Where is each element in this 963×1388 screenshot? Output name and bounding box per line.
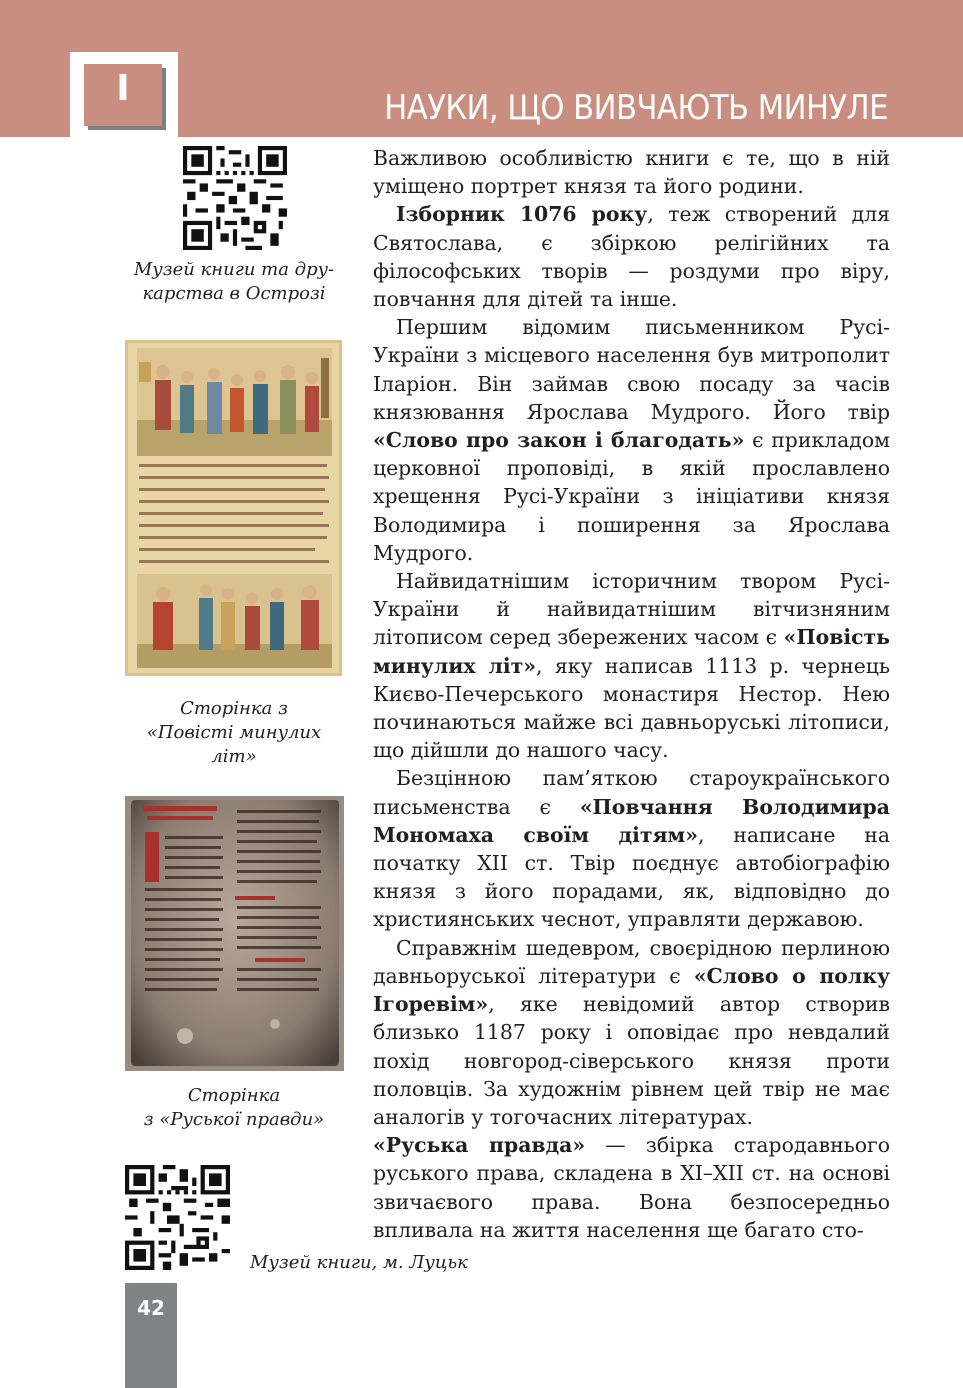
bold-term: «Повчання Володимира Мономаха своїм дітям» — [373, 794, 890, 847]
caption-line: карства в Острозі — [142, 283, 326, 304]
bold-term: «Повість минулих літ» — [373, 625, 890, 678]
image1-caption — [118, 697, 350, 769]
paragraph — [373, 1131, 890, 1244]
caption-line: з «Руської правди» — [143, 1109, 325, 1130]
bold-term: «Слово о полку Ігоревім» — [373, 963, 890, 1017]
paragraph-text: Важливою особливістю книги є те, що в ній уміщено портрет князя та його родини. — [373, 146, 890, 199]
caption-line: Сторінка — [187, 1085, 281, 1106]
page-number-tab — [125, 1283, 177, 1388]
qr-code-museum-ostroh[interactable] — [183, 146, 287, 250]
qr-code-icon — [125, 1165, 230, 1270]
page-number: 42 — [137, 1296, 165, 1320]
chapter-header-band — [0, 0, 963, 137]
chapter-number-badge — [84, 64, 162, 126]
caption-line: Музей книги та дру- — [133, 259, 335, 280]
paragraph — [373, 313, 890, 567]
ruska-pravda-page-image — [125, 796, 344, 1071]
paragraph-text: , написане на початку XII ст. Твір поєднує автобіографію князя з його порадами, як, відповідно до християнських чеснот, управляти державою. — [373, 822, 890, 932]
paragraph — [373, 764, 890, 933]
chapter-title: НАУКИ, ЩО ВИВЧАЮТЬ МИНУЛЕ — [384, 88, 888, 128]
caption-line: «Повісті минулих — [146, 722, 322, 743]
caption-line: Сторінка з — [180, 698, 288, 719]
paragraph-text: , яке невідомий автор створив близько 1187 року і оповідає про невдалий похід новгород-сіверського князя проти половців. За художнім рівнем цей твір не має аналогів у тогочасних літературах. — [373, 992, 890, 1129]
paragraph — [373, 934, 890, 1131]
bold-term: «Слово про закон і благодать» — [373, 428, 745, 453]
qr-code-icon — [183, 146, 287, 250]
paragraph-text: Безцінною пам’яткою староукраїнського письменства є — [373, 766, 890, 819]
qr2-caption: Музей книги, м. Луцьк — [250, 1252, 468, 1273]
paragraph-text: Першим відомим письменником Русі-України з місцевого населення був митрополит Іларіон. Він займав свою посаду за часів князювання Ярослава Мудрого. Його твір — [373, 315, 890, 424]
paragraph-text: є прикладом церковної проповіді, в якій прославлено хрещення Русі-України з ініціативи князя Володимира і поширення за Ярослава Мудрого. — [373, 428, 890, 565]
bold-term: «Руська правда» — [373, 1133, 586, 1158]
paragraph-text: Найвидатнішим історичним твором Русі-України й найвидатнішим вітчизняним літописом серед збережених часом є — [373, 569, 890, 650]
chapter-number-box — [70, 52, 178, 138]
paragraph-text: , теж створений для Святослава, є збіркою релігійних та філософських творів — роздуми про віру, повчання для дітей та інше. — [373, 202, 890, 312]
paragraph-text: — збірка стародавнього руського права, складена в XI–XII ст. на основі звичаєвого права. Вона безпосередньо впливала на життя населення ще багато сто- — [373, 1133, 891, 1242]
caption-line: літ» — [211, 746, 257, 767]
image2-caption — [118, 1084, 350, 1132]
chronicle-page-image — [125, 340, 342, 676]
paragraph — [373, 200, 890, 313]
bold-term: Ізборник 1076 року — [396, 202, 648, 227]
main-text-column — [373, 144, 890, 1244]
paragraph-text: Справжнім шедевром, своєрідною перлиною давньоруської літератури є — [373, 935, 890, 988]
paragraph — [373, 567, 890, 764]
paragraph — [373, 144, 890, 200]
paragraph-text: , яку написав 1113 р. чернець Києво-Печерського монастиря Нестор. Нею починаються майже всі давньоруські літописи, що дійшли до нашого часу. — [373, 653, 890, 763]
chapter-number: I — [116, 68, 130, 109]
qr-code-museum-lutsk[interactable] — [125, 1165, 230, 1270]
qr1-caption — [118, 258, 350, 306]
